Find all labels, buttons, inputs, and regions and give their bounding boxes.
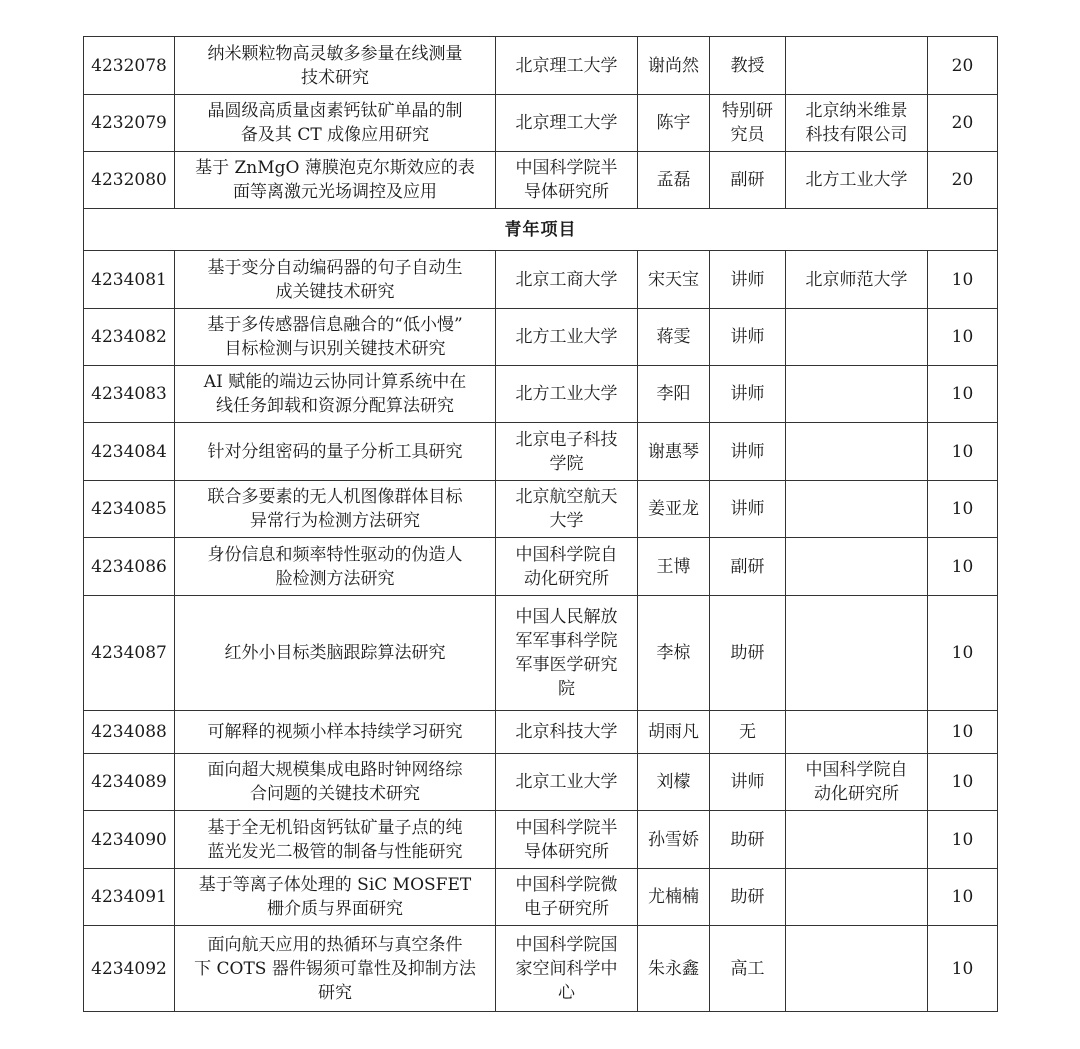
leader-position <box>710 754 786 811</box>
institution <box>496 481 638 538</box>
partner-institution <box>786 366 928 423</box>
funding-amount: 10 <box>928 711 998 754</box>
table-row <box>84 811 998 869</box>
funding-amount: 10 <box>928 309 998 366</box>
institution <box>496 538 638 596</box>
funding-amount: 10 <box>928 754 998 811</box>
funding-amount: 10 <box>928 869 998 926</box>
leader-position <box>710 152 786 209</box>
funding-amount: 10 <box>928 251 998 309</box>
section-row <box>84 209 998 251</box>
funding-amount: 10 <box>928 538 998 596</box>
leader-position-line: 副研 <box>730 170 765 190</box>
project-title-line: AI 赋能的端边云协同计算系统中在 <box>203 372 467 392</box>
institution-line: 院 <box>558 679 575 699</box>
partner-institution <box>786 811 928 869</box>
partner-institution <box>786 596 928 711</box>
leader-position <box>710 711 786 754</box>
project-leader: 朱永鑫 <box>638 926 710 1012</box>
project-title-line: 技术研究 <box>301 67 369 88</box>
project-id: 4234085 <box>84 481 175 538</box>
partner-institution <box>786 95 928 152</box>
institution-line: 大学 <box>549 511 584 531</box>
funding-amount: 10 <box>928 811 998 869</box>
leader-position-line: 高工 <box>730 958 765 979</box>
project-title <box>175 596 496 711</box>
institution <box>496 37 638 95</box>
project-title <box>175 37 496 95</box>
funding-amount: 20 <box>928 95 998 152</box>
project-leader: 姜亚龙 <box>638 481 710 538</box>
partner-institution <box>786 37 928 95</box>
section-header <box>84 209 998 251</box>
project-title <box>175 754 496 811</box>
institution <box>496 95 638 152</box>
funding-amount: 10 <box>928 926 998 1012</box>
institution <box>496 366 638 423</box>
leader-position-line: 助研 <box>730 643 765 663</box>
project-id: 4234091 <box>84 869 175 926</box>
project-title <box>175 366 496 423</box>
leader-position-line: 副研 <box>730 556 765 577</box>
funding-amount: 20 <box>928 152 998 209</box>
funding-amount: 20 <box>928 37 998 95</box>
project-leader: 李椋 <box>638 596 710 711</box>
project-title-line: 身份信息和频率特性驱动的伪造人 <box>207 544 463 565</box>
project-title <box>175 869 496 926</box>
project-title-line: 蓝光发光二极管的制备与性能研究 <box>207 841 463 862</box>
project-title <box>175 811 496 869</box>
leader-position-line: 究员 <box>730 125 765 145</box>
leader-position-line: 讲师 <box>730 772 765 792</box>
partner-institution <box>786 309 928 366</box>
institution <box>496 309 638 366</box>
partner-institution-line: 北京纳米维景 <box>805 101 908 121</box>
project-id: 4234081 <box>84 251 175 309</box>
project-leader: 宋天宝 <box>638 251 710 309</box>
project-title-line: 基于变分自动编码器的句子自动生 <box>207 257 463 278</box>
institution-line: 中国人民解放 <box>515 607 618 627</box>
institution-line: 中国科学院国 <box>515 934 618 955</box>
project-title-line: 目标检测与识别关键技术研究 <box>224 339 446 359</box>
table-row <box>84 926 998 1012</box>
project-id: 4234088 <box>84 711 175 754</box>
project-id: 4232078 <box>84 37 175 95</box>
institution-line: 心 <box>558 982 575 1003</box>
partner-institution <box>786 869 928 926</box>
leader-position <box>710 37 786 95</box>
project-title <box>175 95 496 152</box>
project-title-line: 晶圆级高质量卤素钙钛矿单晶的制 <box>207 101 463 121</box>
table-body-top <box>84 37 998 209</box>
project-title-line: 红外小目标类脑跟踪算法研究 <box>224 643 446 663</box>
leader-position-line: 助研 <box>730 829 765 850</box>
institution-line: 家空间科学中 <box>515 958 618 979</box>
project-leader: 陈宇 <box>638 95 710 152</box>
project-title-line: 可解释的视频小样本持续学习研究 <box>207 722 463 742</box>
institution-line: 导体研究所 <box>524 841 609 862</box>
table-row <box>84 251 998 309</box>
leader-position-line: 讲师 <box>730 327 765 347</box>
institution-line: 导体研究所 <box>524 182 609 202</box>
table-row <box>84 309 998 366</box>
project-id: 4234092 <box>84 926 175 1012</box>
institution-line: 中国科学院半 <box>515 817 618 838</box>
project-title-line: 面向超大规模集成电路时钟网络综 <box>207 760 463 780</box>
project-title <box>175 481 496 538</box>
table-row <box>84 596 998 711</box>
leader-position <box>710 811 786 869</box>
institution-line: 中国科学院自 <box>515 544 618 565</box>
table-row <box>84 95 998 152</box>
project-title <box>175 926 496 1012</box>
institution <box>496 711 638 754</box>
funding-amount: 10 <box>928 481 998 538</box>
project-title-line: 合问题的关键技术研究 <box>250 784 420 804</box>
project-title <box>175 152 496 209</box>
project-id: 4234087 <box>84 596 175 711</box>
project-id: 4234082 <box>84 309 175 366</box>
project-title-line: 脸检测方法研究 <box>275 568 395 589</box>
table-row <box>84 152 998 209</box>
project-title-line: 成关键技术研究 <box>275 281 395 302</box>
project-id: 4234084 <box>84 423 175 481</box>
leader-position <box>710 251 786 309</box>
project-leader: 胡雨凡 <box>638 711 710 754</box>
project-leader: 孟磊 <box>638 152 710 209</box>
project-title-line: 线任务卸载和资源分配算法研究 <box>216 396 454 416</box>
institution-line: 北京工商大学 <box>515 269 618 290</box>
institution-line: 北京理工大学 <box>515 113 618 133</box>
institution-line: 中国科学院半 <box>515 158 618 178</box>
project-leader: 王博 <box>638 538 710 596</box>
partner-institution-line: 动化研究所 <box>814 784 899 804</box>
table-row <box>84 869 998 926</box>
partner-institution <box>786 538 928 596</box>
project-title-line: 基于 ZnMgO 薄膜泡克尔斯效应的表 <box>195 158 475 178</box>
institution-line: 军军事科学院 <box>515 631 618 651</box>
institution <box>496 869 638 926</box>
project-title-line: 基于全无机铅卤钙钛矿量子点的纯 <box>207 817 463 838</box>
institution <box>496 423 638 481</box>
project-title <box>175 309 496 366</box>
institution-line: 军事医学研究 <box>515 655 618 675</box>
partner-institution <box>786 711 928 754</box>
project-leader: 谢尚然 <box>638 37 710 95</box>
institution <box>496 251 638 309</box>
table-row <box>84 754 998 811</box>
leader-position <box>710 869 786 926</box>
leader-position <box>710 926 786 1012</box>
table-row <box>84 423 998 481</box>
institution <box>496 811 638 869</box>
section-title: 青年项目 <box>84 209 998 251</box>
institution-line: 北方工业大学 <box>515 327 618 347</box>
partner-institution <box>786 926 928 1012</box>
institution-line: 学院 <box>549 453 584 474</box>
institution <box>496 152 638 209</box>
leader-position <box>710 596 786 711</box>
leader-position-line: 讲师 <box>730 269 765 290</box>
project-leader: 刘檬 <box>638 754 710 811</box>
institution-line: 北京航空航天 <box>515 487 618 507</box>
table-row <box>84 37 998 95</box>
project-title-line: 纳米颗粒物高灵敏多参量在线测量 <box>207 43 463 64</box>
project-title <box>175 251 496 309</box>
project-id: 4234083 <box>84 366 175 423</box>
partner-institution-line: 北方工业大学 <box>805 170 908 190</box>
project-title-line: 基于等离子体处理的 SiC MOSFET <box>198 875 472 895</box>
leader-position-line: 讲师 <box>730 384 765 404</box>
grant-table <box>83 36 998 1012</box>
project-title-line: 下 COTS 器件锡须可靠性及抑制方法 <box>194 958 476 979</box>
project-id: 4234089 <box>84 754 175 811</box>
project-leader: 尤楠楠 <box>638 869 710 926</box>
table-row <box>84 538 998 596</box>
leader-position <box>710 423 786 481</box>
funding-amount: 10 <box>928 596 998 711</box>
institution <box>496 926 638 1012</box>
table-row <box>84 711 998 754</box>
project-title-line: 基于多传感器信息融合的“低小慢” <box>207 315 463 335</box>
project-leader: 孙雪娇 <box>638 811 710 869</box>
project-title-line: 联合多要素的无人机图像群体目标 <box>207 487 463 507</box>
project-title-line: 研究 <box>318 982 352 1003</box>
partner-institution <box>786 251 928 309</box>
partner-institution <box>786 152 928 209</box>
funding-amount: 10 <box>928 423 998 481</box>
institution-line: 北京科技大学 <box>515 722 618 742</box>
funding-amount: 10 <box>928 366 998 423</box>
project-title <box>175 711 496 754</box>
leader-position <box>710 366 786 423</box>
table-body-bottom <box>84 251 998 1012</box>
table-row <box>84 366 998 423</box>
leader-position-line: 讲师 <box>730 499 765 519</box>
leader-position-line: 教授 <box>730 55 765 76</box>
institution-line: 北京理工大学 <box>515 55 618 76</box>
institution-line: 北京电子科技 <box>515 429 618 450</box>
institution-line: 中国科学院微 <box>515 875 618 895</box>
project-id: 4232080 <box>84 152 175 209</box>
project-title-line: 面等离激元光场调控及应用 <box>233 182 437 202</box>
project-title-line: 异常行为检测方法研究 <box>250 511 420 531</box>
project-id: 4234086 <box>84 538 175 596</box>
leader-position-line: 特别研 <box>722 101 773 121</box>
partner-institution-line: 北京师范大学 <box>805 269 908 290</box>
leader-position <box>710 538 786 596</box>
institution-line: 动化研究所 <box>524 568 609 589</box>
partner-institution <box>786 481 928 538</box>
leader-position-line: 讲师 <box>730 441 765 462</box>
project-leader: 蒋雯 <box>638 309 710 366</box>
table-row <box>84 481 998 538</box>
project-id: 4232079 <box>84 95 175 152</box>
institution-line: 北方工业大学 <box>515 384 618 404</box>
project-title-line: 面向航天应用的热循环与真空条件 <box>207 934 463 955</box>
leader-position-line: 无 <box>739 722 756 742</box>
leader-position <box>710 309 786 366</box>
partner-institution <box>786 754 928 811</box>
project-leader: 谢惠琴 <box>638 423 710 481</box>
leader-position <box>710 95 786 152</box>
partner-institution <box>786 423 928 481</box>
project-title-line: 栅介质与界面研究 <box>267 899 403 919</box>
leader-position <box>710 481 786 538</box>
institution <box>496 596 638 711</box>
institution <box>496 754 638 811</box>
project-title-line: 备及其 CT 成像应用研究 <box>240 125 430 145</box>
institution-line: 北京工业大学 <box>515 772 618 792</box>
project-title <box>175 538 496 596</box>
project-title <box>175 423 496 481</box>
partner-institution-line: 科技有限公司 <box>805 125 908 145</box>
leader-position-line: 助研 <box>730 887 765 907</box>
partner-institution-line: 中国科学院自 <box>805 760 908 780</box>
project-title-line: 针对分组密码的量子分析工具研究 <box>207 441 463 462</box>
project-id: 4234090 <box>84 811 175 869</box>
project-leader: 李阳 <box>638 366 710 423</box>
institution-line: 电子研究所 <box>524 899 609 919</box>
